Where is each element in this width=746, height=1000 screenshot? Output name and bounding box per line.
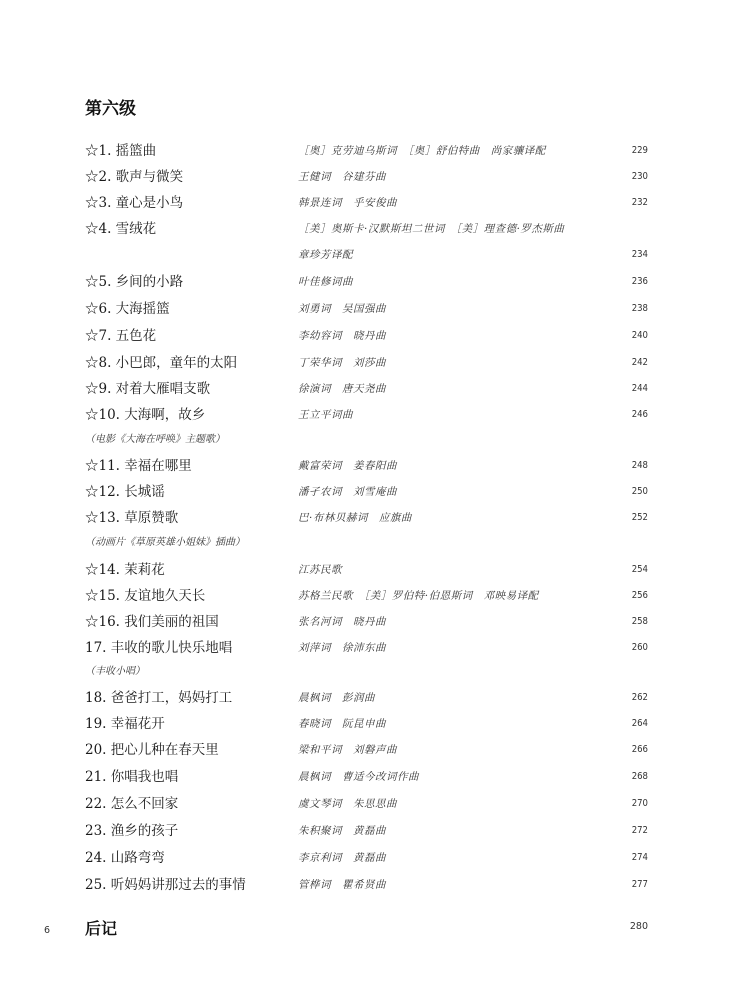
toc-entry[interactable]	[0, 353, 746, 375]
toc-entry[interactable]	[0, 272, 746, 294]
toc-entry[interactable]	[0, 326, 746, 348]
page-number: 254	[631, 564, 648, 575]
song-credits: 潘孑农词 刘雪庵曲	[298, 486, 397, 498]
toc-note-row	[0, 663, 746, 685]
song-credits: 梁和平词 刘磐声曲	[298, 744, 397, 756]
toc-entry[interactable]	[0, 167, 746, 189]
song-credits: 王立平词曲	[298, 409, 353, 421]
page-number: 230	[631, 171, 648, 182]
song-credits: 王健词 谷建芬曲	[298, 171, 386, 183]
folio-page-number: 6	[44, 925, 51, 936]
song-title: ☆15. 友谊地久天长	[85, 588, 206, 604]
song-credits: 戴富荣词 姜春阳曲	[298, 460, 397, 472]
song-title: ☆5. 乡间的小路	[85, 274, 184, 290]
page-number: 250	[631, 486, 648, 497]
song-credits: 刘萍词 徐沛东曲	[298, 642, 386, 654]
song-credits: 徐演词 唐天尧曲	[298, 383, 386, 395]
page-title: 第六级	[85, 99, 136, 119]
page-number: 248	[631, 460, 648, 471]
song-note: （电影《大海在呼唤》主题歌）	[85, 434, 225, 445]
song-credits: 晨枫词 曹适今改词作曲	[298, 771, 419, 783]
song-credits: 李京利词 黄磊曲	[298, 852, 386, 864]
page-number: 266	[631, 744, 648, 755]
page-number: 238	[631, 303, 648, 314]
page-number: 252	[631, 512, 648, 523]
song-title: ☆13. 草原赞歌	[85, 510, 179, 526]
song-credits: 叶佳修词曲	[298, 276, 353, 288]
toc-entry[interactable]	[0, 821, 746, 843]
afterword-title[interactable]: 后记	[85, 919, 118, 938]
song-title: ☆10. 大海啊，故乡	[85, 407, 206, 423]
page-number: 270	[631, 798, 648, 809]
page-number: 242	[631, 357, 648, 368]
page-number: 234	[631, 249, 648, 260]
song-title: 23. 渔乡的孩子	[85, 823, 179, 839]
song-credits: ［美］奥斯卡·汉默斯坦二世词 ［美］理查德·罗杰斯曲	[298, 223, 565, 235]
page-number: 232	[631, 197, 648, 208]
song-title: 20. 把心儿种在春天里	[85, 742, 219, 758]
toc-entry[interactable]	[0, 219, 746, 241]
page-number: 256	[631, 590, 648, 601]
toc-entry[interactable]	[0, 688, 746, 710]
song-title: ☆14. 茉莉花	[85, 562, 165, 578]
page-number: 229	[631, 145, 648, 156]
toc-entry[interactable]	[0, 456, 746, 478]
song-title: ☆12. 长城谣	[85, 484, 165, 500]
song-note: （动画片《草原英雄小姐妹》插曲）	[85, 537, 245, 548]
toc-entry[interactable]	[0, 612, 746, 634]
page-number: 274	[631, 852, 648, 863]
toc-entry[interactable]	[0, 560, 746, 582]
song-title: ☆11. 幸福在哪里	[85, 458, 192, 474]
toc-entry[interactable]	[0, 848, 746, 870]
song-credits: 管桦词 瞿希贤曲	[298, 879, 386, 891]
toc-entry[interactable]	[0, 586, 746, 608]
song-credits-translator: 章珍芳译配	[298, 249, 353, 261]
toc-entry[interactable]	[0, 482, 746, 504]
song-title: 21. 你唱我也唱	[85, 769, 179, 785]
song-title: ☆2. 歌声与微笑	[85, 169, 184, 185]
page-number: 244	[631, 383, 648, 394]
song-title: 17. 丰收的歌儿快乐地唱	[85, 640, 233, 656]
toc-entry[interactable]	[0, 508, 746, 530]
song-title: 24. 山路弯弯	[85, 850, 165, 866]
song-credits: 巴·布林贝赫词 应旗曲	[298, 512, 412, 524]
toc-entry[interactable]	[0, 193, 746, 215]
page-number: 240	[631, 330, 648, 341]
toc-entry[interactable]	[0, 714, 746, 736]
song-credits: 苏格兰民歌 ［美］罗伯特·伯恩斯词 邓映易译配	[298, 590, 539, 602]
toc-entry[interactable]	[0, 740, 746, 762]
afterword-page-number: 280	[629, 921, 648, 932]
song-title: 19. 幸福花开	[85, 716, 165, 732]
toc-note-row	[0, 534, 746, 556]
song-title: ☆7. 五色花	[85, 328, 157, 344]
page-number: 246	[631, 409, 648, 420]
page-number: 264	[631, 718, 648, 729]
song-credits: 朱积聚词 黄磊曲	[298, 825, 386, 837]
song-title: ☆8. 小巴郎，童年的太阳	[85, 355, 238, 371]
song-credits: 刘勇词 吴国强曲	[298, 303, 386, 315]
song-title: ☆3. 童心是小鸟	[85, 195, 184, 211]
toc-entry[interactable]	[0, 875, 746, 897]
toc-entry[interactable]	[0, 405, 746, 427]
song-credits: ［奥］克劳迪乌斯词 ［奥］舒伯特曲 尚家骧译配	[298, 145, 546, 157]
song-credits: 江苏民歌	[298, 564, 342, 576]
page-number: 262	[631, 692, 648, 703]
song-title: ☆9. 对着大雁唱支歌	[85, 381, 211, 397]
toc-entry[interactable]	[0, 299, 746, 321]
song-title: ☆4. 雪绒花	[85, 221, 157, 237]
page-number: 268	[631, 771, 648, 782]
song-credits: 晨枫词 彭润曲	[298, 692, 375, 704]
song-credits: 李幼容词 晓丹曲	[298, 330, 386, 342]
toc-entry[interactable]	[0, 638, 746, 660]
song-title: 25. 听妈妈讲那过去的事情	[85, 877, 246, 893]
toc-entry[interactable]	[0, 794, 746, 816]
song-title: 18. 爸爸打工，妈妈打工	[85, 690, 233, 706]
song-credits: 虞文琴词 朱思思曲	[298, 798, 397, 810]
song-credits: 张名河词 晓丹曲	[298, 616, 386, 628]
page-number: 236	[631, 276, 648, 287]
toc-note-row	[0, 431, 746, 453]
song-title: 22. 怎么不回家	[85, 796, 179, 812]
song-title: ☆1. 摇篮曲	[85, 143, 157, 159]
song-title: ☆16. 我们美丽的祖国	[85, 614, 219, 630]
page-number: 260	[631, 642, 648, 653]
song-credits: 春晓词 阮昆申曲	[298, 718, 386, 730]
song-note: （丰收小唱）	[85, 666, 145, 677]
song-credits: 丁荣华词 刘莎曲	[298, 357, 386, 369]
page-number: 272	[631, 825, 648, 836]
toc-entry[interactable]	[0, 379, 746, 401]
toc-entry[interactable]	[0, 141, 746, 163]
song-credits: 韩景连词 乎安俊曲	[298, 197, 397, 209]
page-number: 277	[631, 879, 648, 890]
toc-entry-continued	[0, 245, 746, 267]
song-title: ☆6. 大海摇篮	[85, 301, 170, 317]
page-number: 258	[631, 616, 648, 627]
toc-entry[interactable]	[0, 767, 746, 789]
